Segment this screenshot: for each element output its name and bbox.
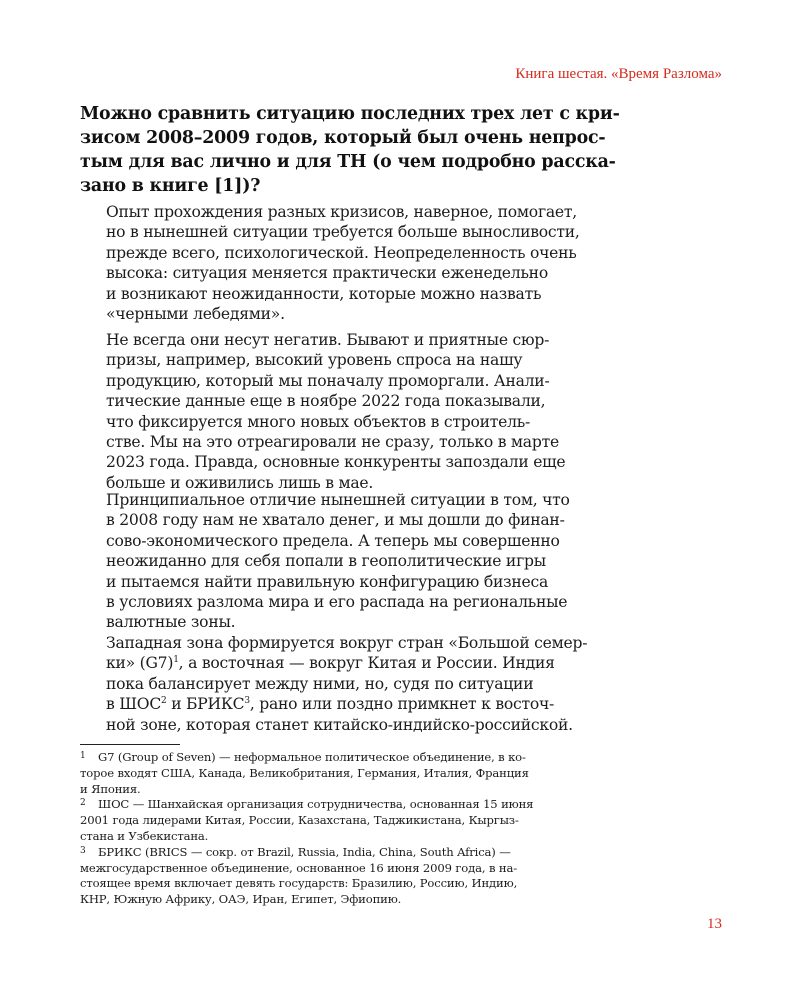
text-run: , рано или поздно примкнет к восточ- [249, 695, 555, 714]
text-run: , а восточная — вокруг Китая и России. Индия [178, 654, 555, 673]
paragraph-line: в условиях разлома мира и его распада на региональные [106, 593, 568, 612]
running-header: Книга шестая. «Время Разлома» [515, 66, 722, 82]
paragraph-line: в 2008 году нам не хватало денег, и мы дошли до финан- [106, 511, 565, 530]
paragraph-line: неожиданно для себя попали в геополитические игры [106, 552, 546, 571]
footnote-text: ШОС — Шанхайская организация сотрудничества, основанная 15 июня [98, 797, 534, 812]
paragraph-line: больше и оживились лишь в мае. [106, 473, 374, 492]
footnote-ref-1[interactable]: 1 [173, 655, 179, 666]
paragraph-line: и пытаемся найти правильную конфигурацию бизнеса [106, 572, 549, 591]
footnote-number: 2 [80, 798, 86, 809]
footnote-line [80, 750, 725, 766]
question-line: Можно сравнить ситуацию последних трех лет с кри- [80, 104, 620, 124]
answer-paragraph-1 [106, 202, 726, 324]
footnote-line: 2001 года лидерами Китая, России, Казахстана, Таджикистана, Кыргыз- [80, 813, 519, 828]
paragraph-line: Западная зона формируется вокруг стран «Большой семер- [106, 634, 588, 652]
footnote-line: КНР, Южную Африку, ОАЭ, Иран, Египет, Эфиопию. [80, 892, 402, 907]
paragraph-line: прежде всего, психологической. Неопределенность очень [106, 243, 577, 262]
footnote-ref-2[interactable]: 2 [161, 696, 167, 707]
text-run: ки» (G7) [106, 654, 174, 673]
footnote-line: торое входят США, Канада, Великобритания, Германия, Италия, Франция [80, 765, 529, 780]
footnote-line: и Япония. [80, 781, 141, 796]
paragraph-line: Опыт прохождения разных кризисов, наверное, помогает, [106, 203, 577, 221]
text-run: в ШОС [106, 695, 161, 714]
paragraph-line: Принципиальное отличие нынешней ситуации в том, что [106, 491, 570, 509]
paragraph-line: «черными лебедями». [106, 305, 285, 324]
paragraph-line [106, 694, 726, 714]
answer-paragraph-2 [106, 330, 726, 493]
paragraph-line: что фиксируется много новых объектов в строитель- [106, 412, 530, 431]
paragraph-line: сово-экономического предела. А теперь мы совершенно [106, 531, 560, 550]
footnote-line: межгосударственное объединение, основанное 16 июня 2009 года, в на- [80, 860, 517, 875]
footnote-line [80, 845, 725, 861]
paragraph-line: высока: ситуация меняется практически еженедельно [106, 264, 548, 283]
paragraph-line: тические данные еще в ноябре 2022 года показывали, [106, 392, 546, 411]
footnote-text: БРИКС (BRICS — сокр. от Brazil, Russia, India, China, South Africa) — [98, 844, 511, 859]
answer-paragraph-4 [106, 633, 726, 735]
page-number: 13 [707, 916, 722, 932]
paragraph-line: 2023 года. Правда, основные конкуренты запоздали еще [106, 453, 566, 472]
question-line: зисом 2008–2009 годов, который был очень непрос- [80, 128, 606, 148]
paragraph-line: Не всегда они несут негатив. Бывают и приятные сюр- [106, 331, 550, 349]
interview-question [80, 102, 720, 198]
footnote-line [80, 797, 725, 813]
paragraph-line [106, 653, 726, 673]
paragraph-line: стве. Мы на это отреагировали не сразу, только в марте [106, 433, 559, 452]
paragraph-line: призы, например, высокий уровень спроса на нашу [106, 351, 523, 370]
paragraph-line: ной зоне, которая станет китайско-индийско-российской. [106, 715, 573, 734]
paragraph-line: пока балансирует между ними, но, судя по ситуации [106, 674, 534, 693]
answer-paragraph-3 [106, 490, 726, 633]
footnote-number: 3 [80, 845, 86, 856]
question-line: тым для вас лично и для ТН (о чем подробно расска- [80, 152, 616, 172]
footnote-divider [80, 744, 180, 745]
paragraph-line: и возникают неожиданности, которые можно назвать [106, 284, 542, 303]
paragraph-line: продукцию, который мы поначалу проморгали. Анали- [106, 371, 550, 390]
footnote-3 [80, 845, 725, 908]
footnote-1 [80, 750, 725, 797]
footnote-ref-3[interactable]: 3 [244, 696, 250, 707]
question-line: зано в книге [1])? [80, 176, 261, 196]
footnote-line: стана и Узбекистана. [80, 828, 209, 843]
paragraph-line: но в нынешней ситуации требуется больше выносливости, [106, 223, 580, 242]
footnote-text: G7 (Group of Seven) — неформальное политическое объединение, в ко- [98, 750, 526, 764]
footnote-2 [80, 797, 725, 844]
text-run: и БРИКС [166, 695, 245, 714]
footnote-line: стоящее время включает девять государств: Бразилию, Россию, Индию, [80, 876, 518, 891]
paragraph-line: валютные зоны. [106, 613, 236, 632]
footnotes [80, 750, 725, 908]
footnote-number: 1 [80, 751, 86, 761]
